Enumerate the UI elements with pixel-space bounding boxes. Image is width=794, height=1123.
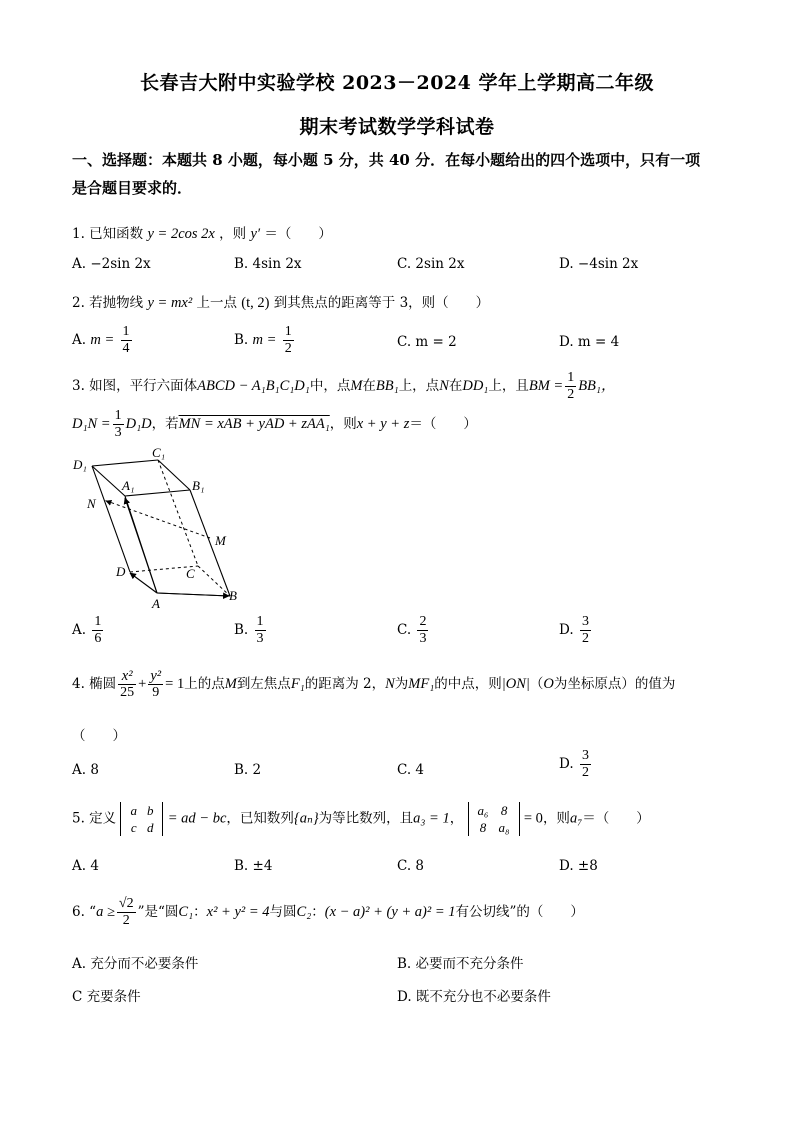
fraction: $\frac{\text{x²}}{25}$	[120, 668, 135, 700]
label-d: D	[116, 564, 126, 579]
q2-option-c: C. m = 2	[397, 334, 457, 350]
q4-option-d: D. $\frac{3}{2}$	[559, 748, 589, 780]
q4-option-a: A. 8	[72, 762, 99, 778]
label-m: M	[215, 533, 226, 548]
fraction: $\frac{√2}{2}$	[118, 896, 134, 928]
section-heading	[72, 146, 732, 202]
q5-option-a: A. 4	[72, 858, 99, 874]
q1-option-d: D. −4sin 2x	[559, 256, 639, 272]
vector-aa1	[125, 498, 157, 593]
q6-option-d: D. 既不充分也不必要条件	[397, 989, 551, 1005]
segment-mn	[104, 500, 210, 538]
edge-d1c1	[92, 460, 158, 466]
question-6: 6. “a ≥ $\frac{√2}{2}$ ”是“圆C₁：x² + y² = 4与圆C₂：(x − a)² + (y + a)² = 1有公切线”的（ ）	[72, 896, 584, 928]
section-heading-line1: 一、选择题：本题共 8 小题，每小题 5 分，共 40 分．在每小题给出的四个选项中，只有一项	[72, 151, 701, 169]
function-expression: y = 2cos 2x	[147, 226, 215, 242]
derivative-symbol: y′	[250, 226, 261, 242]
label-n: N	[87, 496, 96, 511]
edge-c1b1	[158, 460, 190, 490]
label-b: B	[229, 588, 237, 603]
section-heading-line2: 是合题目要求的．	[72, 179, 193, 197]
fraction: $\frac{1}{2}$	[567, 370, 575, 402]
label-c1: C₁	[152, 448, 166, 460]
question-4: 4. 椭圆 $\frac{\text{x²}}{25}$ + $\frac{\text{y²}}{9}$ = 1上的点M到左焦点F₁的距离为 2，N为MF₁的中点，则|ON|（O为坐标原点）的值为	[72, 668, 676, 700]
label-d1: D₁	[73, 457, 87, 472]
q2-option-d: D. m = 4	[559, 334, 620, 350]
determinant-condition: a₆ 8 8 a₈	[468, 802, 520, 836]
point-expression: (t, 2)	[241, 295, 270, 311]
question-1: 1. 已知函数 y = 2cos 2x ，则 y′ ＝（ ）	[72, 226, 332, 242]
fraction: $\frac{\text{y²}}{9}$	[150, 668, 162, 700]
fraction: $\frac{1}{3}$	[256, 614, 264, 646]
question-3-line2: D₁N = $\frac{1}{3}$ D₁D，若MN = xAB + yAD + zAA₁，则x + y + z＝（ ）	[72, 408, 477, 440]
question-3-line1: 3. 如图，平行六面体ABCD − A₁B₁C₁D₁中，点M在BB₁上，点N在DD₁上，且BM = $\frac{1}{2}$ BB₁，	[72, 370, 616, 402]
q5-option-d: D. ±8	[559, 858, 598, 874]
fraction: $\frac{1}{4}$	[122, 324, 130, 356]
vector-equation: MN = xAB + yAD + zAA₁	[178, 416, 330, 432]
fraction: $\frac{2}{3}$	[419, 614, 427, 646]
question-5: 5. 定义 a b c d = ad − bc，已知数列{aₙ}为等比数列，且a₃ = 1， a₆ 8 8 a₈ = 0，则a₇＝（ ）	[72, 803, 650, 835]
exam-title-line1: 长春吉大附中实验学校 2023－2024 学年上学期高二年级	[140, 72, 654, 94]
q4-answer-paren: （ ）	[72, 728, 126, 744]
label-a1: A₁	[122, 478, 135, 493]
label-a: A	[152, 596, 160, 611]
q3-option-b: B. $\frac{1}{3}$	[234, 614, 264, 646]
fraction: $\frac{1}{6}$	[94, 614, 102, 646]
q3-option-a: A. $\frac{1}{6}$	[72, 614, 102, 646]
vector-ab	[157, 593, 229, 596]
edge-c1c	[158, 460, 198, 566]
question-2: 2. 若抛物线 y = mx² 上一点 (t, 2) 到其焦点的距离等于 3，则（ ）	[72, 295, 490, 311]
q3-option-c: C. $\frac{2}{3}$	[397, 614, 427, 646]
q5-option-b: B. ±4	[234, 858, 273, 874]
q1-option-b: B. 4sin 2x	[234, 256, 302, 272]
exam-title-line2: 期末考试数学学科试卷	[299, 116, 495, 138]
q1-option-a: A. −2sin 2x	[72, 256, 151, 272]
q3-option-d: D. $\frac{3}{2}$	[559, 614, 589, 646]
parallelepiped-figure	[70, 448, 245, 616]
fraction: $\frac{3}{2}$	[581, 614, 589, 646]
q4-option-c: C. 4	[397, 762, 425, 778]
q6-option-b: B. 必要而不充分条件	[397, 956, 524, 972]
fraction: $\frac{1}{2}$	[284, 324, 292, 356]
fraction: $\frac{1}{3}$	[114, 408, 122, 440]
label-c: C	[186, 566, 195, 581]
fraction: $\frac{3}{2}$	[581, 748, 589, 780]
vector-ad	[130, 573, 157, 593]
q6-option-a: A. 充分而不必要条件	[72, 956, 199, 972]
q5-option-c: C. 8	[397, 858, 425, 874]
q4-option-b: B. 2	[234, 762, 262, 778]
q2-option-b: B. m = $\frac{1}{2}$	[234, 324, 292, 356]
determinant-definition: a b c d	[120, 802, 163, 836]
q2-option-a: A. m = $\frac{1}{4}$	[72, 324, 130, 356]
q6-option-c: C 充要条件	[72, 989, 141, 1005]
parabola-expression: y = mx²	[147, 295, 193, 311]
edge-cb	[198, 566, 230, 596]
label-b1: B₁	[192, 478, 205, 493]
edge-b1a1	[125, 490, 190, 496]
q1-option-c: C. 2sin 2x	[397, 256, 465, 272]
